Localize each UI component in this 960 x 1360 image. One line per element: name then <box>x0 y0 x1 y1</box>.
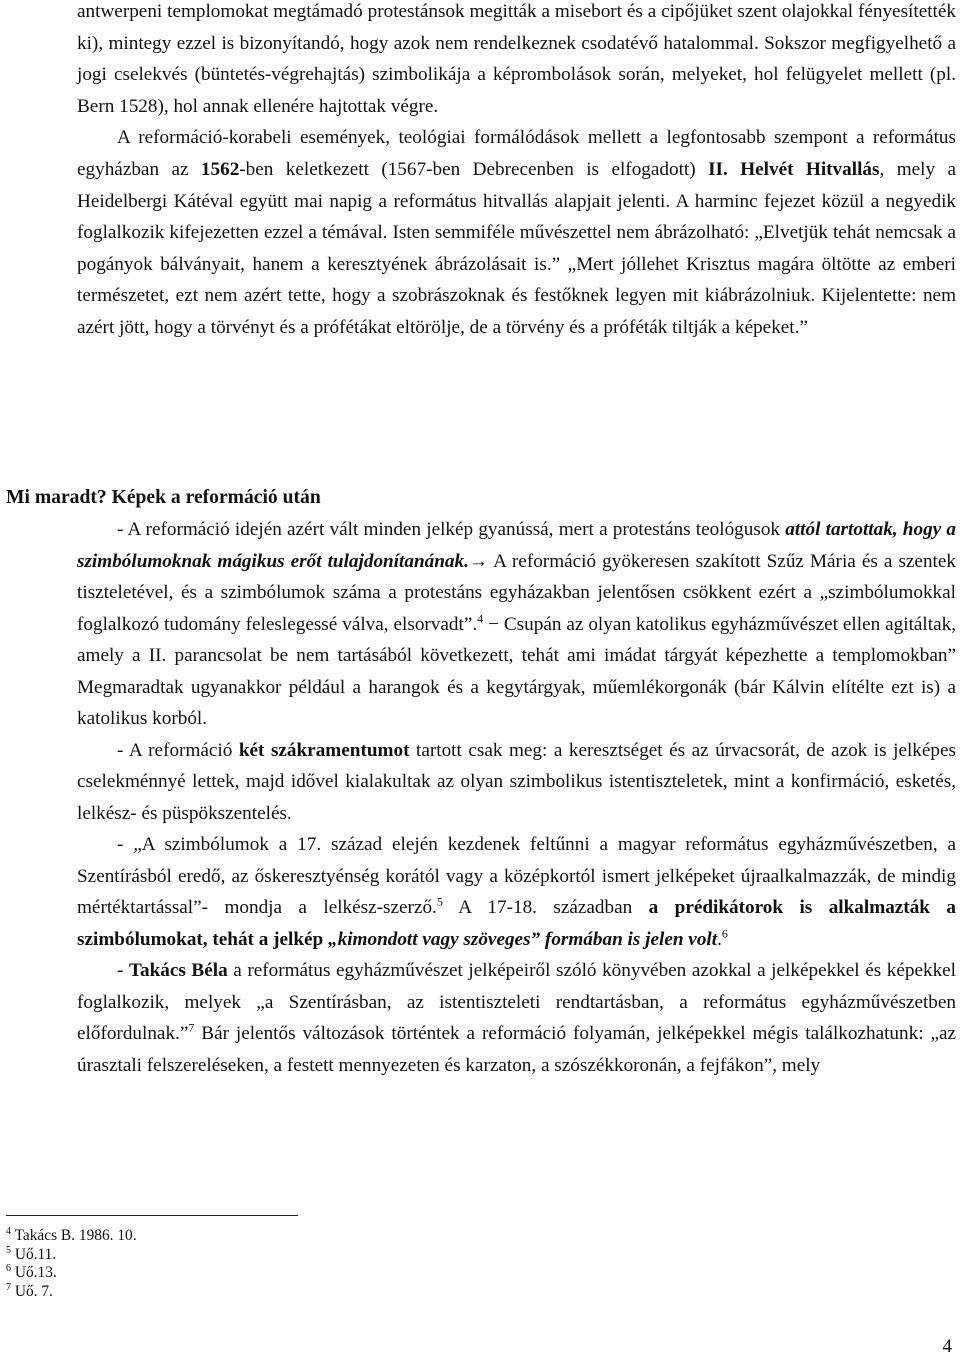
footnote-text: Uő. 7. <box>11 1282 53 1300</box>
footnote-ref[interactable]: 6 <box>721 926 728 941</box>
footnote-text: Takács B. 1986. 10. <box>11 1227 137 1244</box>
paragraph-text: tartott csak meg: a keresztséget és az úrvacsorát, de azok is jelképes cselekménnyé lettek, majd idővel kialakultak az olyan szimbolikus istentiszteletek, mint a konfirmáció, esketés, lelkész- és püspökszentelés. <box>77 739 956 824</box>
footnote-number: 7 <box>6 1281 11 1293</box>
paragraph-text: - „A szimbólumok a 17. század elején kezdenek feltűnni a magyar református egyházművészetben, a Szentírásból eredő, az őskeresztyénség korától vagy a középkortól ismert jelképeket újraalkalmazzák, de mindig mértéktartással”- mondja a lelkész-szerző. <box>77 834 956 918</box>
paragraph-text: , mely a Heidelbergi Kátéval együtt mai napig a református hitvallás alapjait jelenti. A harminc fejezet közül a negyedik foglalkozik kifejezetten ezzel a témával. Isten semmiféle művészettel nem ábrázolható: „Elvetjük tehát nemcsak a pogányok bálványait, hanem a keresztyének ábrázolásait is.” „Mert jóllehet Krisztus magára öltötte az emberi természetet, ezt nem azért tette, hogy a szobrászoknak és festőknek legyen mit kiábrázolniuk. Kijelentette: nem azért jött, hogy a törvényt és a prófétákat eltörölje, de a törvény és a próféták tiltják a képeket.” <box>77 158 956 338</box>
paragraph-text: A reformáció-korabeli események, teológiai formálódások mellett a legfontosabb szempont a református egyházban az <box>77 127 956 180</box>
paragraph-helvetic-confession <box>77 122 956 343</box>
heading-question: Mi maradt? <box>6 487 112 508</box>
footnote-number: 6 <box>6 1263 11 1275</box>
paragraph-sacraments <box>77 735 956 830</box>
footnote-ref[interactable]: 4 <box>477 611 484 626</box>
paragraph-text: a református egyházművészet jelképeiről szóló könyvében azokkal a jelképekkel és képekkel foglalkozik, melyek „a Szentírásban, az istentiszteleti rendtartásban, a református egyházművészetben előfordulnak.” <box>77 960 957 1044</box>
footnotes <box>6 1227 137 1301</box>
paragraph-text: -ben keletkezett (1567-ben Debrecenben is elfogadott) <box>239 158 709 180</box>
paragraph-17th-century <box>77 829 956 955</box>
heading-title: Képek a reformáció után <box>111 487 321 508</box>
bold-italic-emphasis: „kimondott vagy szöveges” formában is jelen volt <box>328 928 718 950</box>
footnote-item <box>6 1264 137 1283</box>
bold-author-name: Takács Béla <box>128 960 228 981</box>
paragraph-text: . <box>717 928 722 950</box>
text-block-top <box>77 0 956 344</box>
arrow-right-icon: → <box>468 550 489 572</box>
footnote-item <box>6 1283 137 1302</box>
paragraph-text: - A reformáció idején azért vált minden jelkép gyanússá, mert a protestáns teológusok <box>117 519 786 540</box>
bold-italic-emphasis: attól tartottak, hogy a szimbólumoknak mágikus erőt tulajdonítanának. <box>77 519 956 572</box>
paragraph-iconoclasm <box>77 0 956 122</box>
footnote-ref[interactable]: 5 <box>436 894 443 909</box>
bold-preachers: a prédikátorok is alkalmazták a szimbólumokat, tehát a jelkép <box>77 897 956 950</box>
footnote-item <box>6 1227 137 1246</box>
paragraph-symbols-suspicion <box>77 514 956 735</box>
paragraph-text: A 17-18. században <box>442 897 649 918</box>
paragraph-text: antwerpeni templomokat megtámadó protestánsok megitták a misebort és a cipőjüket szent olajokkal fényesítették ki), mintegy ezzel is bizonyítandó, hogy azok nem rendelkeznek csodatévő hatalommal. Sokszor megfigyelhető a jogi cselekvés (büntetés-végrehajtás) szimbolikája a képrombolások során, melyeket, hol felügyelet mellett (pl. Bern 1528), hol annak ellenére hajtottak végre. <box>77 1 956 117</box>
page-number: 4 <box>942 1336 952 1357</box>
paragraph-text: A reformáció gyökeresen szakított Szűz Mária és a szentek tiszteletével, és a szimbólumok száma a protestáns egyházakban jelentősen csökkent ezért a „szimbólumokkal foglalkozó tudomány feleslegessé válva, elsorvadt”. <box>77 550 956 635</box>
footnote-item <box>6 1246 137 1265</box>
paragraph-text: - A reformáció <box>117 739 239 761</box>
paragraph-takacs-bela <box>77 955 956 1081</box>
footnote-text: Uő.11. <box>11 1245 57 1263</box>
section-heading <box>6 484 321 512</box>
footnote-divider <box>6 1215 298 1216</box>
footnote-number: 5 <box>6 1244 11 1256</box>
paragraph-text: Bár jelentős változások történtek a reformáció folyamán, jelképekkel mégis találkozhatunk: „az úrasztali felszereléseken, a festett mennyezeten és karzaton, a szószékkoronán, a fejfákon”, mely <box>77 1023 956 1076</box>
bold-confession-name: II. Helvét Hitvallás <box>708 158 880 180</box>
footnote-text: Uő.13. <box>11 1264 57 1282</box>
footnote-number: 4 <box>6 1225 11 1237</box>
text-block-bottom <box>77 514 956 1081</box>
paragraph-text: - <box>117 960 129 981</box>
footnote-ref[interactable]: 7 <box>188 1020 195 1035</box>
paragraph-text: − Csupán az olyan katolikus egyházművészet ellen agitáltak, amely a II. parancsolat be nem tartásából következett, tehát ami imádat tárgyát képezhette a templomokban” Megmaradtak ugyanakkor például a harangok és a kegytárgyak, műemlékorgonák (bár Kálvin elítélte ezt is) a katolikus korból. <box>77 613 956 729</box>
bold-year: 1562 <box>200 158 240 180</box>
bold-sacraments: két szákramentumot <box>238 739 410 761</box>
